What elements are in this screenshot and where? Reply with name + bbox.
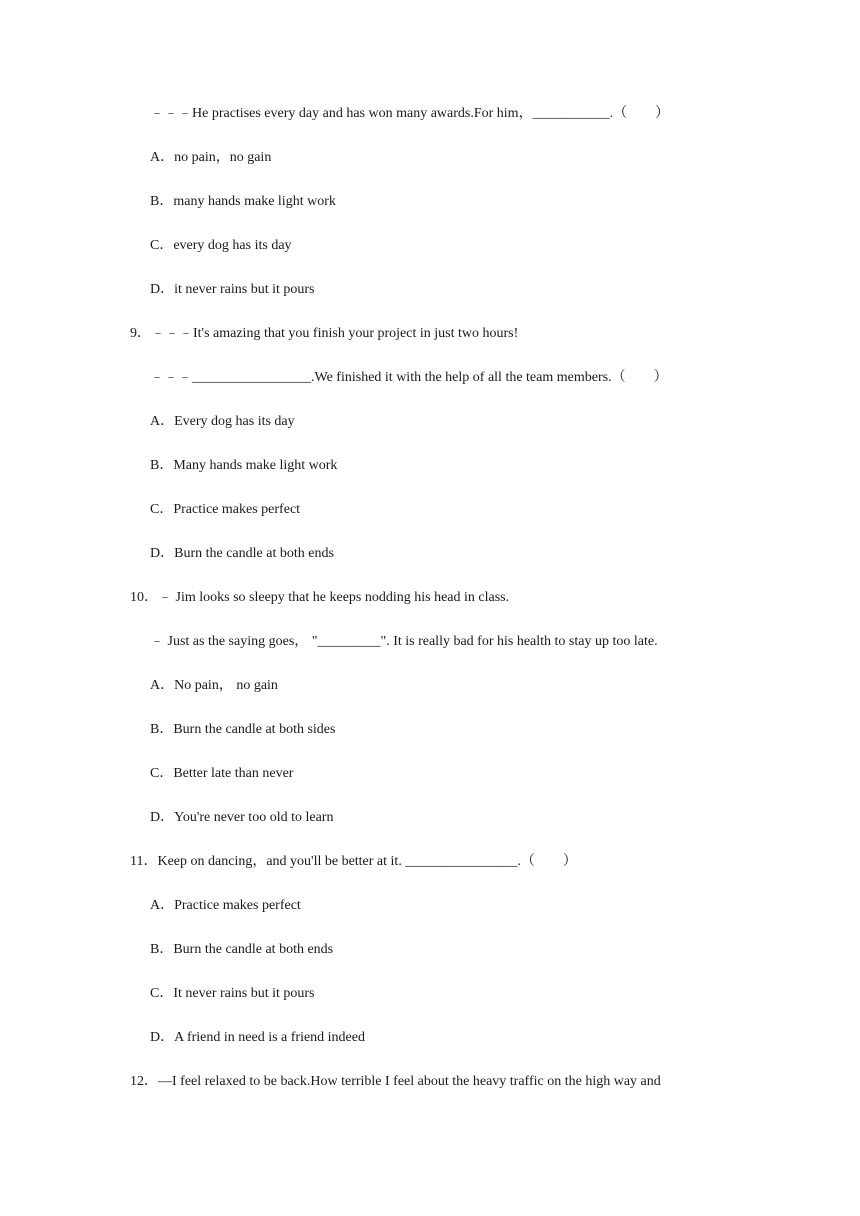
question-11-option-a: A．Practice makes perfect — [150, 898, 301, 913]
question-8-option-b: B．many hands make light work — [150, 194, 336, 209]
question-10-reply: ﹣ Just as the saying goes， "_________". It is really bad for his health to stay up too late. — [150, 634, 658, 649]
question-10-stem: 10．﹣ Jim looks so sleepy that he keeps nodding his head in class. — [130, 590, 510, 605]
question-10-option-d: D．You're never too old to learn — [150, 810, 334, 825]
question-9-stem: 9．﹣﹣﹣It's amazing that you finish your project in just two hours! — [130, 326, 519, 341]
question-11-stem: 11．Keep on dancing，and you'll be better at it. ________________.（ ） — [130, 854, 577, 869]
question-11-option-d: D．A friend in need is a friend indeed — [150, 1030, 365, 1045]
question-9-reply: ﹣﹣﹣_________________.We finished it with the help of all the team members.（ ） — [150, 370, 668, 385]
question-9-option-d: D．Burn the candle at both ends — [150, 546, 334, 561]
question-9-option-c: C．Practice makes perfect — [150, 502, 301, 517]
question-11-option-c: C．It never rains but it pours — [150, 986, 315, 1001]
question-10-option-b: B．Burn the candle at both sides — [150, 722, 336, 737]
question-9-option-a: A．Every dog has its day — [150, 414, 295, 429]
question-10-option-a: A．No pain， no gain — [150, 678, 278, 693]
question-9-option-b: B．Many hands make light work — [150, 458, 338, 473]
question-8-option-d: D．it never rains but it pours — [150, 282, 315, 297]
question-8-option-a: A．no pain，no gain — [150, 150, 272, 165]
question-11-option-b: B．Burn the candle at both ends — [150, 942, 334, 957]
question-8-option-c: C．every dog has its day — [150, 238, 292, 253]
question-12-stem: 12．—I feel relaxed to be back.How terrible I feel about the heavy traffic on the high way and — [130, 1074, 661, 1089]
question-10-option-c: C．Better late than never — [150, 766, 294, 781]
question-8-stem: ﹣﹣﹣He practises every day and has won many awards.For him，___________.（ ） — [150, 106, 670, 121]
